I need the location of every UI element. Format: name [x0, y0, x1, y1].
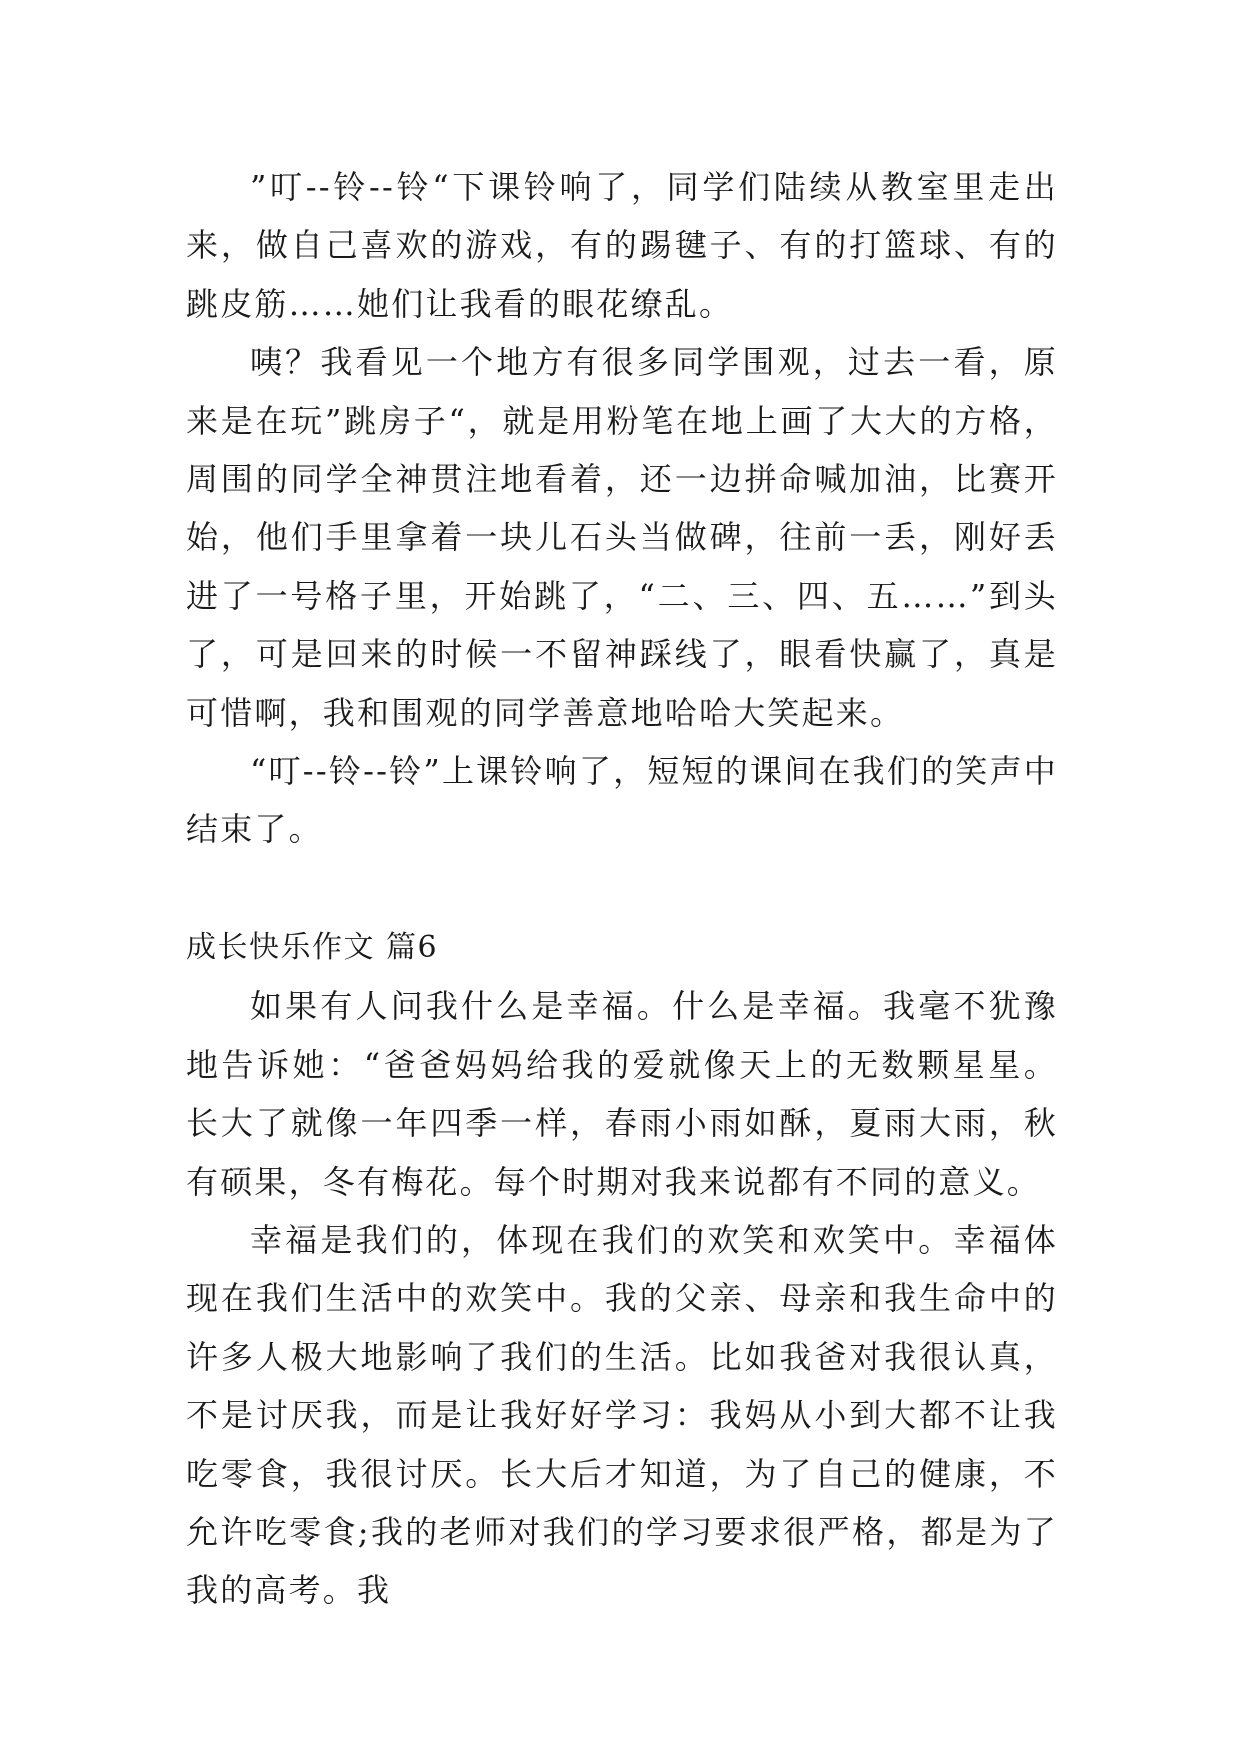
- document-body: [186, 158, 1058, 1620]
- paragraph-recess-bell: ”叮--铃--铃“下课铃响了，同学们陆续从教室里走出来，做自己喜欢的游戏，有的踢毽子、有的打篮球、有的跳皮筋……她们让我看的眼花缭乱。: [186, 168, 1058, 323]
- essay-heading: 成长快乐作文 篇6: [186, 929, 439, 965]
- paragraph-class-bell: “叮--铃--铃”上课铃响了，短短的课间在我们的笑声中结束了。: [186, 752, 1058, 849]
- paragraph-hopscotch: 咦？我看见一个地方有很多同学围观，过去一看，原来是在玩”跳房子“，就是用粉笔在地上画了大大的方格，周围的同学全神贯注地看着，还一边拼命喊加油，比赛开始，他们手里拿着一块儿石头当做碑，往前一丢，刚好丢进了一号格子里，开始跳了，“二、三、四、五……”到头了，可是回来的时候一不留神踩线了，眼看快赢了，真是可惜啊，我和围观的同学善意地哈哈大笑起来。: [186, 343, 1058, 732]
- paragraph-what-is-happiness: 如果有人问我什么是幸福。什么是幸福。我毫不犹豫地告诉她：“爸爸妈妈给我的爱就像天上的无数颗星星。长大了就像一年四季一样，春雨小雨如酥，夏雨大雨，秋有硕果，冬有梅花。每个时期对我来说都有不同的意义。: [186, 987, 1058, 1201]
- section-spacer: [186, 859, 1058, 919]
- paragraph-happiness-in-life: 幸福是我们的，体现在我们的欢笑和欢笑中。幸福体现在我们生活中的欢笑中。我的父亲、母亲和我生命中的许多人极大地影响了我们的生活。比如我爸对我很认真，不是讨厌我，而是让我好好学习：我妈从小到大都不让我吃零食，我很讨厌。长大后才知道，为了自己的健康，不允许吃零食;我的老师对我们的学习要求很严格，都是为了我的高考。我: [186, 1220, 1058, 1610]
